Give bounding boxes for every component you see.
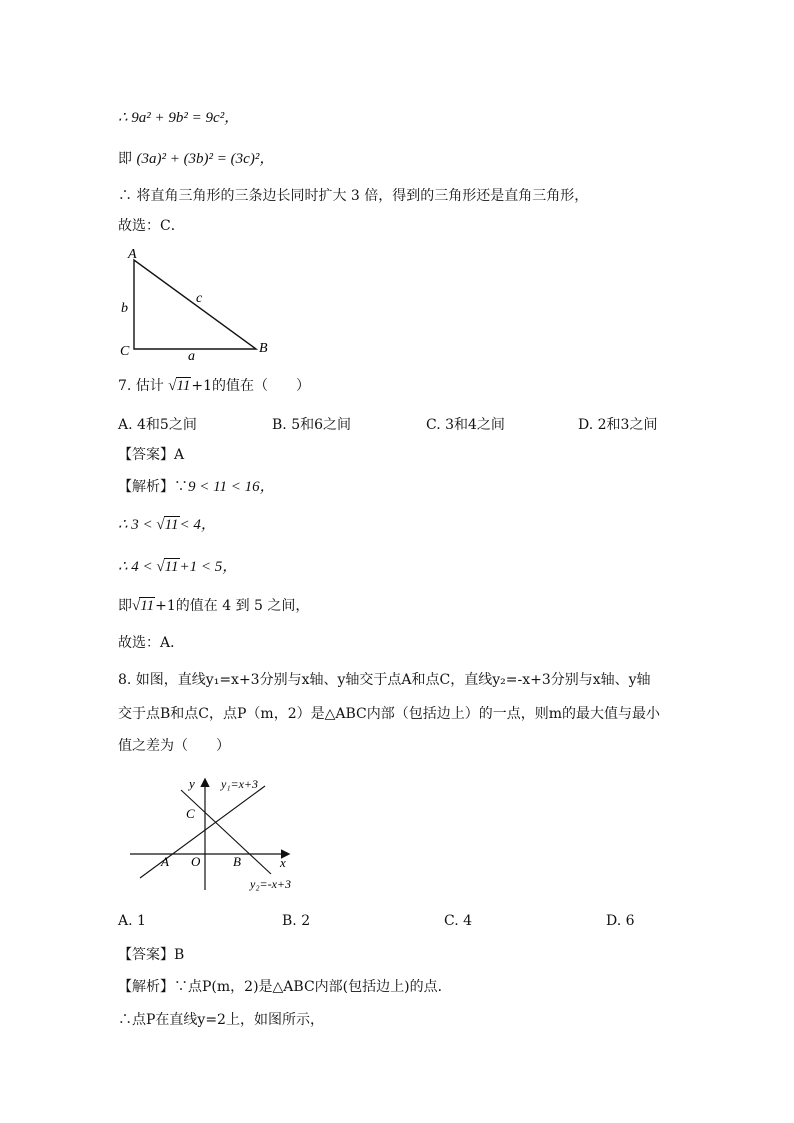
equation-line-2	[118, 149, 274, 169]
q7-conclusion-suffix: +1的值在 4 到 5 之间，	[155, 598, 310, 614]
q7-conclusion: 即√11+1的值在 4 到 5 之间，	[118, 598, 310, 614]
q7-analysis-math: 9 < 11 < 16，	[188, 479, 275, 495]
q7-option-c: C. 3和4之间	[426, 417, 505, 433]
vertex-c-label: C	[120, 344, 130, 359]
q7-option-a: A. 4和5之间	[118, 417, 197, 433]
question-7-prefix: 7. 估计	[118, 378, 164, 394]
coordinate-graph	[125, 770, 315, 896]
equation-line-1: ∴ 9a² + 9b² = 9c²，	[118, 110, 240, 126]
q8-next-step: ∴点P在直线y=2上，如图所示，	[118, 1012, 324, 1028]
side-a-label: a	[188, 349, 195, 362]
question-7: 7. 估计 √11+1的值在（ ）	[118, 378, 311, 394]
q8-option-c: C. 4	[444, 913, 473, 929]
q7-step-1-prefix: ∴ 3 <	[118, 517, 153, 533]
q7-option-b: B. 5和6之间	[272, 417, 352, 433]
choice-line: 故选：C．	[118, 218, 185, 234]
q7-step-2-radicand: 11	[164, 559, 179, 575]
line-1-label: y₁=x+3	[221, 777, 259, 791]
q7-analysis-prefix: 【解析】∵	[118, 479, 188, 495]
line-2-label: y₂=-x+3	[250, 877, 292, 891]
right-triangle-figure	[114, 244, 274, 362]
q7-step-1-suffix: < 4，	[179, 517, 216, 533]
question-8-line-2: 交于点B和点C，点P（m，2）是△ABC内部（包括边上）的一点，则m的最大值与最小	[118, 706, 661, 722]
x-axis-label: x	[280, 855, 286, 870]
q7-step-2-prefix: ∴ 4 <	[118, 559, 153, 575]
vertex-b-label: B	[259, 341, 268, 356]
point-a-label: A	[161, 854, 169, 869]
y-axis-label: y	[189, 776, 195, 791]
question-8-line-1: 8. 如图，直线y₁=x+3分别与x轴、y轴交于点A和点C，直线y₂=-x+3分别与x轴、y轴	[118, 672, 651, 688]
origin-label: O	[191, 854, 201, 869]
point-b-label: B	[233, 854, 241, 869]
question-7-suffix: +1的值在（ ）	[191, 378, 311, 394]
q7-answer: 【答案】A	[118, 447, 185, 463]
conclusion-line: ∴ 将直角三角形的三条边长同时扩大 3 倍，得到的三角形还是直角三角形，	[118, 188, 589, 204]
point-c-label: C	[186, 806, 195, 821]
q8-option-a: A. 1	[118, 913, 146, 929]
q7-step-2-suffix: +1 < 5，	[179, 559, 238, 575]
vertex-a-label: A	[128, 247, 137, 262]
equation-line-2-math: (3a)² + (3b)² = (3c)²，	[136, 151, 275, 167]
question-7-radicand: 11	[176, 378, 191, 394]
q7-choose: 故选：A．	[118, 635, 185, 651]
q8-option-b: B. 2	[282, 913, 311, 929]
q7-step-2: ∴ 4 < √11+1 < 5，	[118, 559, 238, 575]
q7-analysis	[118, 477, 275, 497]
q7-step-1-radicand: 11	[164, 517, 179, 533]
equation-line-2-prefix: 即	[118, 151, 132, 167]
question-8-line-3: 值之差为（ ）	[118, 738, 230, 754]
side-b-label: b	[121, 301, 128, 316]
q8-answer: 【答案】B	[118, 947, 185, 963]
q7-conclusion-radicand: 11	[140, 598, 155, 614]
q8-option-d: D. 6	[606, 913, 635, 929]
side-c-label: c	[196, 291, 203, 306]
q7-step-1: ∴ 3 < √11< 4，	[118, 517, 216, 533]
q7-conclusion-prefix: 即	[118, 598, 132, 614]
q8-analysis: 【解析】∵点P(m，2)是△ABC内部(包括边上)的点．	[118, 979, 452, 995]
q7-option-d: D. 2和3之间	[578, 417, 658, 433]
